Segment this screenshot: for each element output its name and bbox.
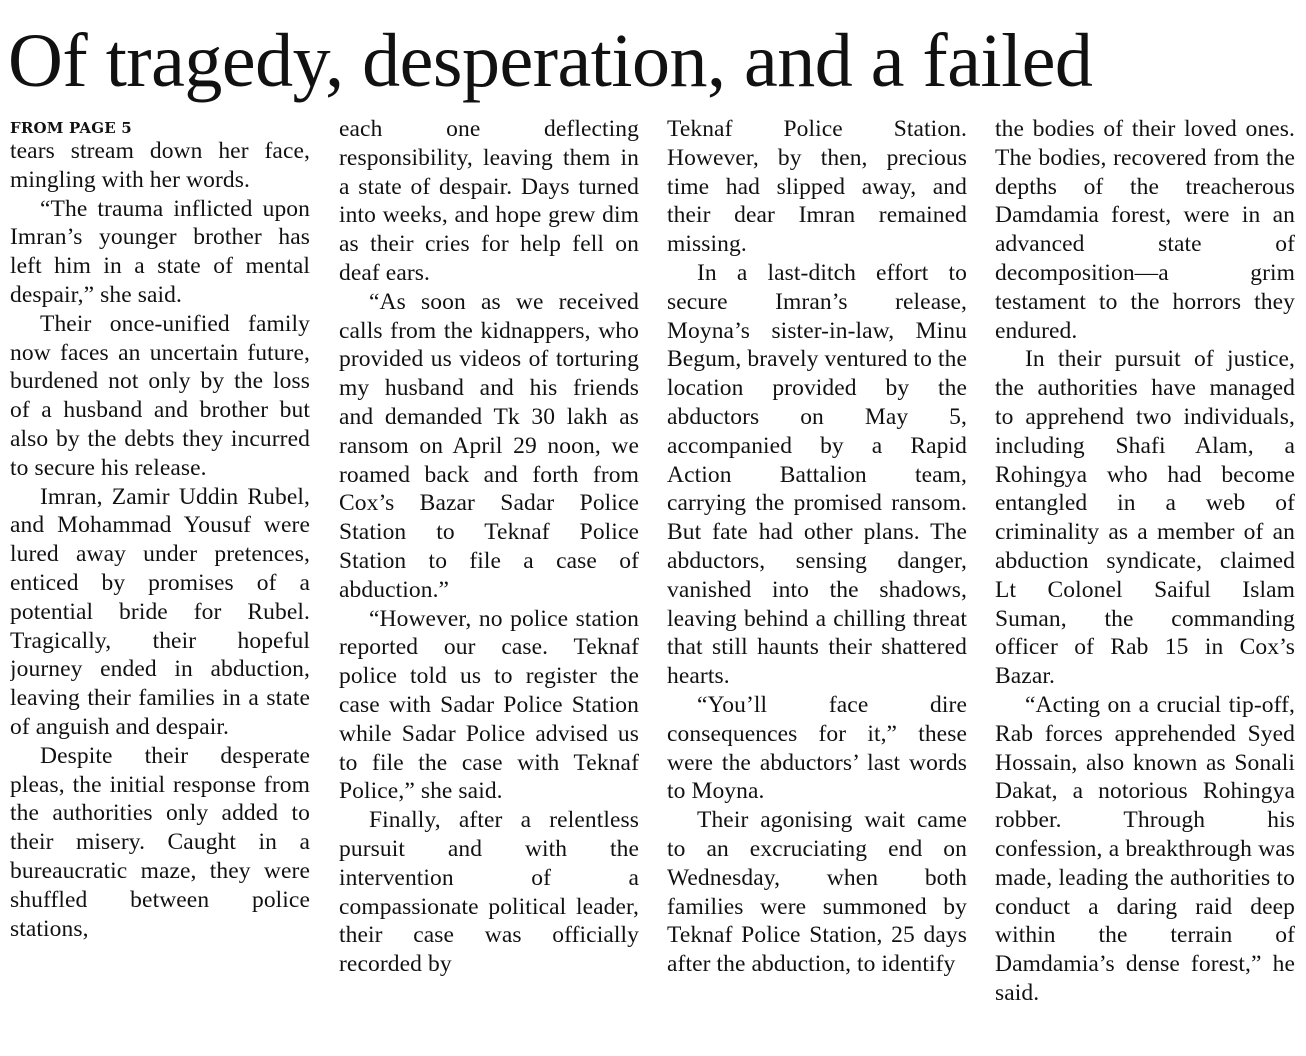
article-paragraph: each one deflecting responsibility, leaving them in a state of despair. Days turned into weeks, and hope grew dim as their cries for help fell on deaf ears. xyxy=(339,116,639,286)
article-paragraph: “Acting on a crucial tip-off, Rab forces apprehended Syed Hossain, also known as Sonali Dakat, a notorious Rohingya robber. Through his confession, a breakthrough was made, leading the authorities to conduct a daring raid deep within the terrain of Damdamia’s dense forest,” he said. xyxy=(995,691,1295,1006)
article-paragraph: tears stream down her face, mingling with her words. xyxy=(10,138,310,193)
article-paragraph: In a last-ditch effort to secure Imran’s release, Moyna’s sister-in-law, Minu Begum, bravely ventured to the location provided by the abductors on May 5, accompanied by a Rapid Action Battalion team, carrying the promised ransom. But fate had other plans. The abductors, sensing danger, vanished into the shadows, leaving behind a chilling threat that still haunts their shattered hearts. xyxy=(667,259,967,690)
article-column-3 xyxy=(667,115,967,1055)
article-paragraph: Their once-unified family now faces an uncertain future, burdened not only by the loss of a husband and brother but also by the debts they incurred to secure his release. xyxy=(10,310,310,481)
article-paragraph: Their agonising wait came to an excruciating end on Wednesday, when both families were summoned by Teknaf Police Station, 25 days after the abduction, to identify xyxy=(667,807,967,978)
article-body xyxy=(10,115,1296,1055)
article-paragraph: “The trauma inflicted upon Imran’s younger brother has left him in a state of mental despair,” she said. xyxy=(10,195,310,308)
article-paragraph: the bodies of their loved ones. The bodies, recovered from the depths of the treacherous Damdamia forest, were in an advanced state of decomposition—a grim testament to the horrors they endured. xyxy=(995,116,1295,344)
headline: Of tragedy, desperation, and a failed xyxy=(8,19,1093,103)
article-paragraph: “You’ll face dire consequences for it,” these were the abductors’ last words to Moyna. xyxy=(667,691,967,805)
article-paragraph: “However, no police station reported our case. Teknaf police told us to register the case with Sadar Police Station while Sadar Police advised us to file the case with Teknaf Police,” she said. xyxy=(339,605,639,805)
article-column-2 xyxy=(339,115,639,1055)
article-paragraph: Imran, Zamir Uddin Rubel, and Mohammad Yousuf were lured away under pretences, enticed by promises of a potential bride for Rubel. Tragically, their hopeful journey ended in abduction, leaving their families in a state of anguish and despair. xyxy=(10,483,310,740)
article-column-1 xyxy=(10,115,310,1055)
article-column-4 xyxy=(995,115,1295,1055)
article-paragraph: “As soon as we received calls from the kidnappers, who provided us videos of torturing my husband and his friends and demanded Tk 30 lakh as ransom on April 29 noon, we roamed back and forth from Cox’s Bazar Sadar Police Station to Teknaf Police Station to file a case of abduction.” xyxy=(339,288,639,603)
article-paragraph: Finally, after a relentless pursuit and with the intervention of a compassionate political leader, their case was officially recorded by xyxy=(339,807,639,978)
article-paragraph: In their pursuit of justice, the authorities have managed to apprehend two individuals, including Shafi Alam, a Rohingya who had become entangled in a web of criminality as a member of an abduction syndicate, claimed Lt Colonel Saiful Islam Suman, the commanding officer of Rab 15 in Cox’s Bazar. xyxy=(995,346,1295,690)
continuation-kicker: FROM PAGE 5 xyxy=(10,119,132,137)
article-paragraph: Teknaf Police Station. However, by then, precious time had slipped away, and their dear Imran remained missing. xyxy=(667,116,967,258)
article-paragraph: Despite their desperate pleas, the initial response from the authorities only added to their misery. Caught in a bureaucratic maze, they were shuffled between police stations, xyxy=(10,742,310,942)
